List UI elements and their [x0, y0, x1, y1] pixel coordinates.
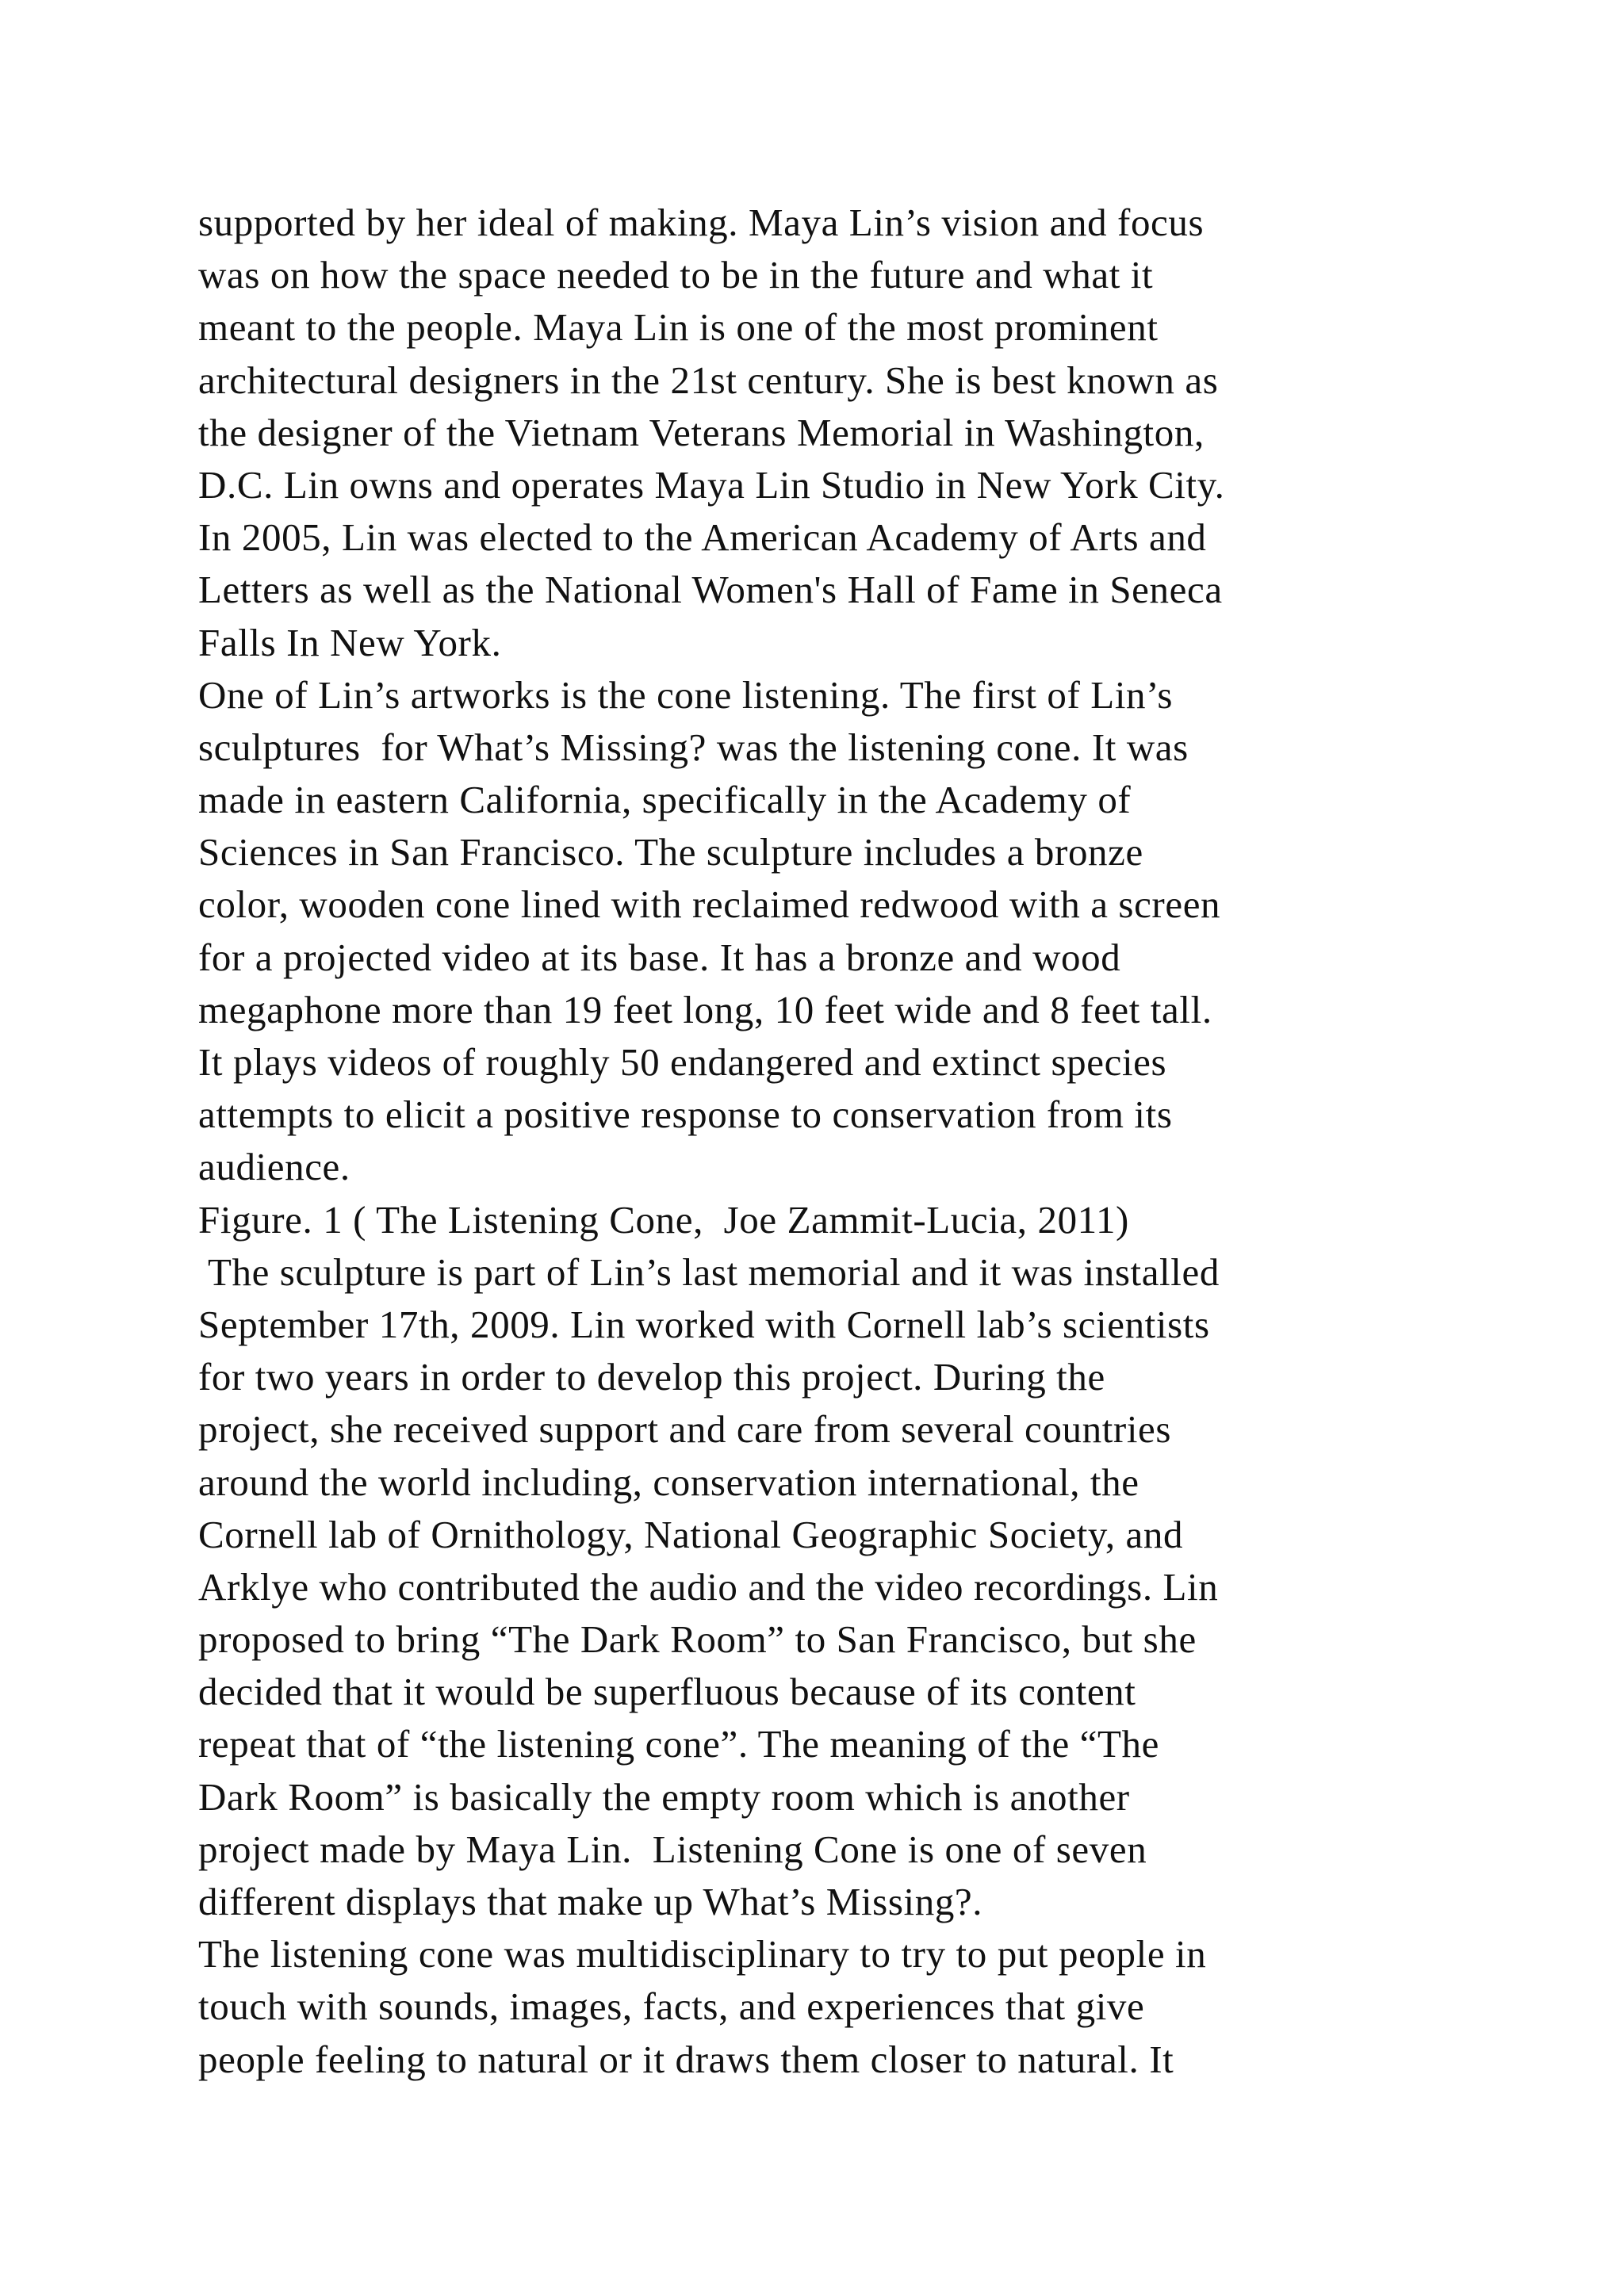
text-line: meant to the people. Maya Lin is one of the most prominent: [198, 305, 1159, 350]
text-line: people feeling to natural or it draws them closer to natural. It: [198, 2037, 1174, 2081]
text-line: touch with sounds, images, facts, and experiences that give: [198, 1984, 1145, 2029]
text-line: decided that it would be superfluous because of its content: [198, 1670, 1136, 1714]
text-line: Sciences in San Francisco. The sculpture includes a bronze: [198, 830, 1143, 874]
text-line: made in eastern California, specifically in the Academy of: [198, 778, 1132, 822]
text-line: September 17th, 2009. Lin worked with Cornell lab’s scientists: [198, 1302, 1210, 1346]
text-line: In 2005, Lin was elected to the American Academy of Arts and: [198, 515, 1207, 560]
text-line: Arklye who contributed the audio and the video recordings. Lin: [198, 1564, 1219, 1609]
body-text: [198, 197, 1515, 2086]
text-line: supported by her ideal of making. Maya Lin’s vision and focus: [198, 201, 1205, 244]
text-line: sculptures for What’s Missing? was the listening cone. It was: [198, 725, 1189, 769]
text-line: Dark Room” is basically the empty room which is another: [198, 1774, 1130, 1819]
text-line: color, wooden cone lined with reclaimed redwood with a screen: [198, 882, 1221, 927]
text-line: architectural designers in the 21st century. She is best known as: [198, 358, 1219, 402]
text-line: proposed to bring “The Dark Room” to San Francisco, but she: [198, 1617, 1197, 1662]
text-line: Falls In New York.: [198, 620, 502, 664]
text-line: The sculpture is part of Lin’s last memorial and it was installed: [198, 1249, 1220, 1294]
figure-caption: Figure. 1 ( The Listening Cone, Joe Zammit-Lucia, 2011): [198, 1197, 1129, 1242]
text-line: audience.: [198, 1145, 350, 1189]
text-line: Cornell lab of Ornithology, National Geographic Society, and: [198, 1512, 1184, 1556]
text-line: around the world including, conservation international, the: [198, 1460, 1139, 1504]
text-line: for a projected video at its base. It has a bronze and wood: [198, 935, 1121, 979]
text-line: repeat that of “the listening cone”. The meaning of the “The: [198, 1722, 1159, 1766]
text-line: was on how the space needed to be in the future and what it: [198, 253, 1154, 297]
text-line: Letters as well as the National Women's Hall of Fame in Seneca: [198, 568, 1223, 612]
text-line: megaphone more than 19 feet long, 10 feet wide and 8 feet tall.: [198, 987, 1212, 1031]
text-line: It plays videos of roughly 50 endangered and extinct species: [198, 1040, 1167, 1084]
text-line: different displays that make up What’s Missing?.: [198, 1880, 983, 1923]
text-line: One of Lin’s artworks is the cone listening. The first of Lin’s: [198, 672, 1174, 717]
text-line: attempts to elicit a positive response to conservation from its: [198, 1093, 1173, 1137]
text-line: The listening cone was multidisciplinary to try to put people in: [198, 1932, 1207, 1976]
text-line: D.C. Lin owns and operates Maya Lin Studio in New York City.: [198, 462, 1225, 507]
text-line: the designer of the Vietnam Veterans Memorial in Washington,: [198, 410, 1205, 454]
text-line: project made by Maya Lin. Listening Cone is one of seven: [198, 1827, 1147, 1871]
text-line: project, she received support and care from several countries: [198, 1407, 1172, 1452]
text-line: for two years in order to develop this project. During the: [198, 1355, 1105, 1399]
